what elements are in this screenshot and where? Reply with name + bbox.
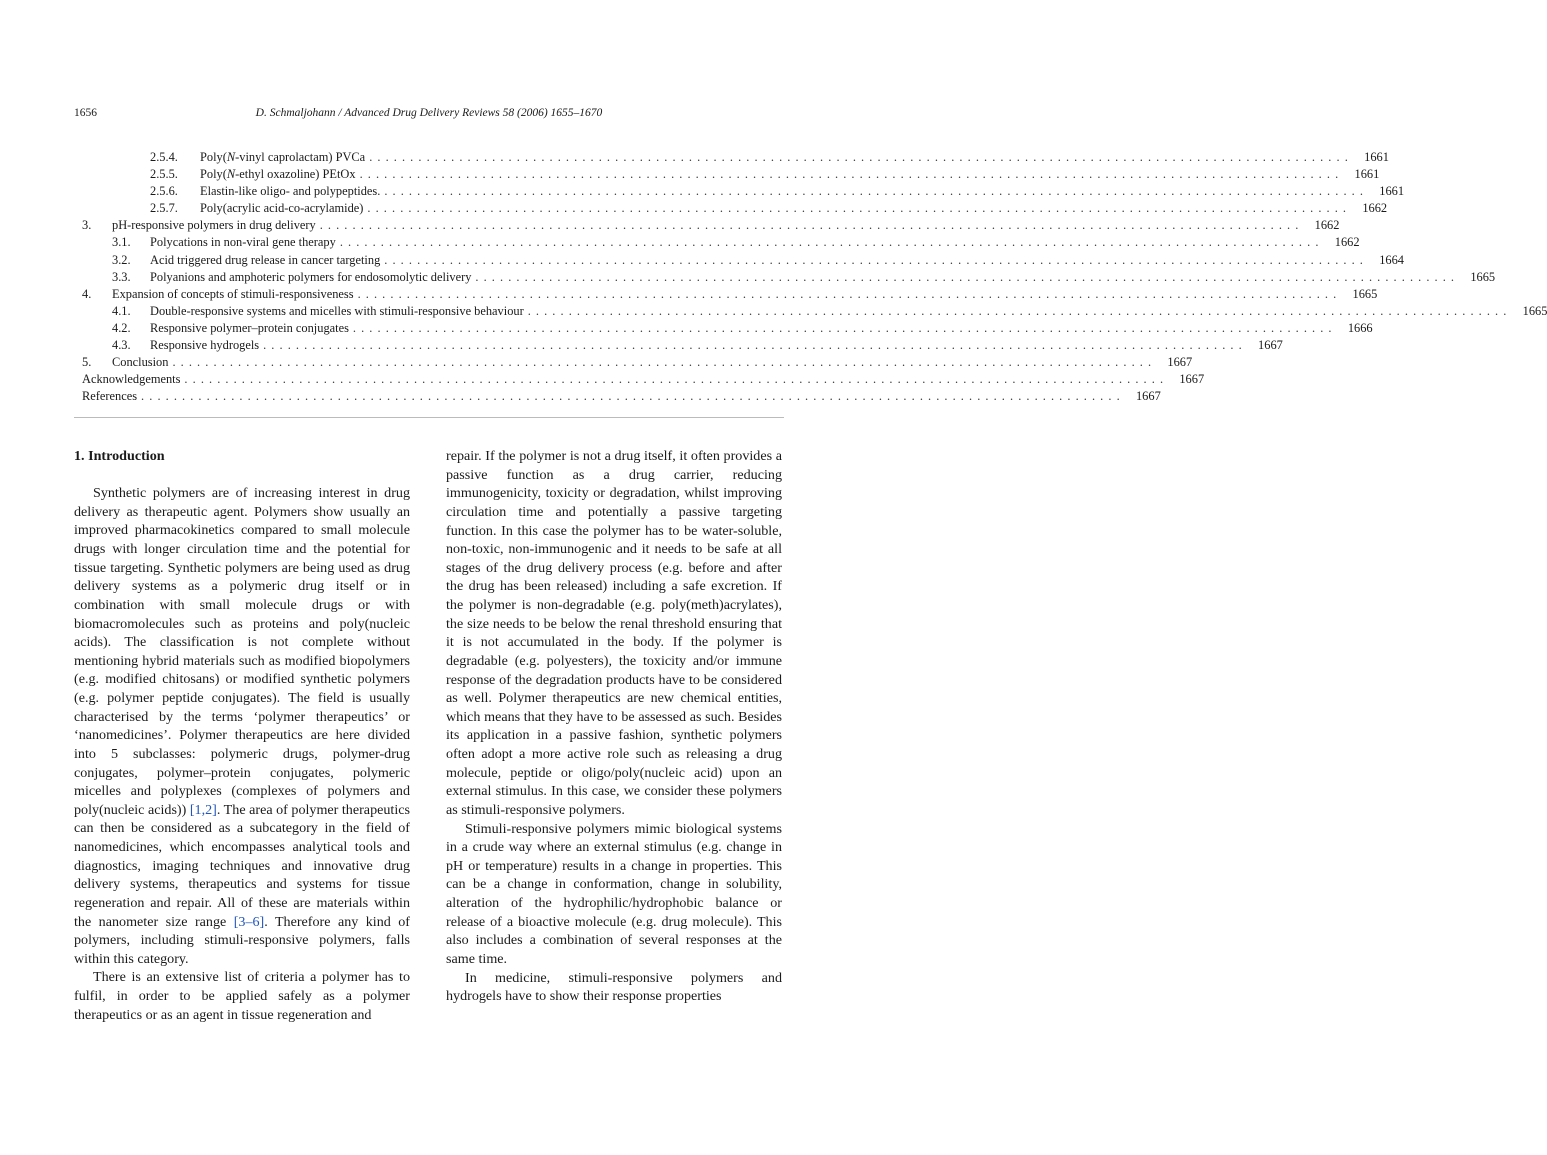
toc-entry[interactable] <box>82 371 1205 388</box>
paragraph: repair. If the polymer is not a drug itself, it often provides a passive function as a drug carrier, reducing immunogenicity, toxicity or degradation, whilst improving circulation time and potentially a passive targeting function. In this case the polymer has to be water-soluble, non-toxic, non-immunogenic and it needs to be safe at all stages of the drug delivery process (e.g. before and after the drug has been released) including a safe excretion. If the polymer is non-degradable (e.g. poly(meth)acrylates), the size needs to be below the renal threshold ensuring that it is not accumulated in the body. If the polymer is degradable (e.g. polyesters), the toxicity and/or immune response of the degradation products have to be considered as well. Polymer therapeutics are new chemical entities, which means that they have to be assessed as such. Besides its application in a passive fashion, synthetic polymers often adopt a more active role such as releasing a drug molecule, peptide or oligo/poly(nucleic acid) upon an external stimulus. In this case, we consider these polymers as stimuli-responsive polymers. <box>446 448 782 818</box>
toc-entry-page: 1667 <box>1135 389 1161 404</box>
toc-entry-page: 1664 <box>1379 252 1404 267</box>
dot-leader: ........................................................................................................................ <box>263 338 1247 353</box>
citation-link[interactable]: [3–6] <box>233 913 265 930</box>
dot-leader: ........................................................................................................................ <box>184 372 1169 387</box>
toc-entry[interactable]: 2.5.5. Poly(N-ethyl oxazoline) PEtOx ........................................................................................................................ 1661 <box>82 166 782 183</box>
toc-entry-page: 1662 <box>1362 201 1388 216</box>
toc-entry-page: 1665 <box>1470 269 1496 284</box>
toc-entry[interactable]: 4.1. Double-responsive systems and micelles with stimuli-responsive behaviour ........................................................................................................................ 1665 <box>82 303 782 320</box>
page-number: 1656 <box>74 107 97 119</box>
toc-entry[interactable]: 2.5.6. Elastin-like oligo- and polypeptides. ........................................................................................................................ 1661 <box>82 183 782 200</box>
toc-entry-page: 1667 <box>1179 372 1205 387</box>
dot-leader: ........................................................................................................................ <box>369 150 1353 164</box>
citation-link[interactable]: [1,2] <box>189 801 217 818</box>
dot-leader: ........................................................................................................................ <box>527 303 1512 318</box>
toc-entry-page: 1661 <box>1364 150 1389 164</box>
toc-entry-title: Polycations in non-viral gene therapy <box>150 235 336 250</box>
paragraph: Synthetic polymers are of increasing interest in drug delivery as therapeutic agent. Polymers show usually an improved pharmacokinetics compared to small molecule drugs with longer circulation time and the potential for tissue targeting. Synthetic polymers are being used as drug delivery systems as a polymeric drug itself or in combination with small molecule drugs or with biomacromolecules such as proteins and poly(nucleic acids). The classification is not complete without mentioning hybrid materials such as modified biopolymers (e.g. modified chitosans) or modified synthetic polymers (e.g. polymer peptide conjugates). The field is usually characterised by the terms ‘polymer therapeutics’ or ‘nanomedicines’. Polymer therapeutics are here divided into 5 subclasses: polymeric drugs, polymer-drug conjugates, polymer–protein conjugates, polymeric micelles and polyplexes (complexes of polymers and poly(nucleic acids)) [1,2]. The area of polymer therapeutics can then be considered as a subcategory in the field of nanomedicines, which encompasses analytical tools and diagnostics, imaging techniques and innovative drug delivery systems, therapeutics and systems for tissue regeneration and repair. All of these are materials within the nanometer size range [3–6]. Therefore any kind of polymers, including stimuli-responsive polymers, falls within this category. <box>74 485 410 967</box>
paragraph: There is an extensive list of criteria a polymer has to fulfil, in order to be applied safely as a polymer therapeutics or as an agent in tissue regeneration and <box>74 969 410 1023</box>
running-title: D. Schmaljohann / Advanced Drug Delivery Reviews 58 (2006) 1655–1670 <box>255 107 603 119</box>
toc-entry[interactable]: 4.3. Responsive hydrogels ........................................................................................................................ 1667 <box>82 337 782 354</box>
toc-entry[interactable]: 5. Conclusion ........................................................................................................................ 1667 <box>82 354 782 371</box>
toc-entry-title: References <box>82 389 138 404</box>
toc-entry[interactable]: 4. Expansion of concepts of stimuli-responsiveness ........................................................................................................................ 1665 <box>82 286 782 303</box>
toc-entry[interactable]: 3. pH-responsive polymers in drug delivery ........................................................................................................................ 1662 <box>82 217 782 234</box>
dot-leader: ........................................................................................................................ <box>352 320 1337 335</box>
toc-entry-page: 1662 <box>1314 218 1340 233</box>
toc-entry-title: Elastin-like oligo- and polypeptides. <box>200 184 381 199</box>
toc-entry-page: 1667 <box>1258 338 1283 353</box>
dot-leader: ........................................................................................................................ <box>319 218 1304 233</box>
paragraph: Stimuli-responsive polymers mimic biological systems in a crude way where an external stimulus (e.g. change in pH or temperature) results in a change in properties. This can be a change in conformation, change in solubility, alteration of the hydrophilic/hydrophobic balance or release of a bioactive molecule (e.g. drug molecule). This also includes a combination of several responses at the same time. <box>446 820 782 967</box>
toc-entry-title: Conclusion <box>112 355 169 370</box>
toc-entry-title: Poly(acrylic acid-co-acrylamide) <box>200 201 364 216</box>
toc-entry-title: Polyanions and amphoteric polymers for endosomolytic delivery <box>150 269 472 284</box>
toc-entry-page: 1662 <box>1334 235 1360 250</box>
toc-entry[interactable] <box>82 388 1161 405</box>
toc-entry[interactable]: 2.5.7. Poly(acrylic acid-co-acrylamide) ........................................................................................................................ 1662 <box>82 200 782 217</box>
dot-leader: ........................................................................................................................ <box>367 201 1352 216</box>
right-column <box>446 447 782 1006</box>
toc-entry-title: Expansion of concepts of stimuli-responsiveness <box>112 286 354 301</box>
toc-entry-page: 1666 <box>1347 320 1373 335</box>
toc-entry[interactable]: 2.5.4. Poly(N-vinyl caprolactam) PVCa ........................................................................................................................ 1661 <box>82 149 782 166</box>
toc-entry-title: Acid triggered drug release in cancer targeting <box>150 252 381 267</box>
dot-leader: ........................................................................................................................ <box>384 252 1368 267</box>
running-header <box>74 107 784 123</box>
toc-entry[interactable]: 3.1. Polycations in non-viral gene therapy ........................................................................................................................ 1662 <box>82 234 782 251</box>
dot-leader: ........................................................................................................................ <box>359 167 1344 182</box>
toc-entry-title: Poly(N-vinyl caprolactam) PVCa <box>200 150 366 164</box>
toc-entry-page: 1661 <box>1379 184 1405 199</box>
toc-entry[interactable]: 4.2. Responsive polymer–protein conjugates ........................................................................................................................ 1666 <box>82 320 782 337</box>
toc-entry-title: pH-responsive polymers in drug delivery <box>112 218 316 233</box>
toc-entry-title: Poly(N-ethyl oxazoline) PEtOx <box>200 167 356 182</box>
dot-leader: ........................................................................................................................ <box>357 286 1342 301</box>
toc-entry-title: Double-responsive systems and micelles with stimuli-responsive behaviour <box>150 303 524 318</box>
dot-leader: ........................................................................................................................ <box>339 235 1324 250</box>
toc-entry-title: Responsive polymer–protein conjugates <box>150 320 349 335</box>
toc-entry[interactable]: 3.2. Acid triggered drug release in cancer targeting ........................................................................................................................ 1664 <box>82 252 782 269</box>
toc-entry-page: 1665 <box>1352 286 1378 301</box>
dot-leader: ........................................................................................................................ <box>172 355 1157 370</box>
left-column <box>74 447 410 1024</box>
table-of-contents <box>82 149 1547 405</box>
dot-leader: ........................................................................................................................ <box>384 184 1369 199</box>
toc-entry-title: Responsive hydrogels <box>150 338 260 353</box>
toc-entry[interactable]: 3.3. Polyanions and amphoteric polymers for endosomolytic delivery ........................................................................................................................ 1665 <box>82 269 782 286</box>
toc-entry-page: 1661 <box>1354 167 1380 182</box>
paragraph: In medicine, stimuli-responsive polymers and hydrogels have to show their response properties <box>446 969 782 1005</box>
section-heading: 1. Introduction <box>74 448 165 464</box>
dot-leader: ........................................................................................................................ <box>475 269 1460 284</box>
toc-entry-title: Acknowledgements <box>82 372 181 387</box>
divider <box>74 417 784 418</box>
toc-entry-page: 1665 <box>1522 303 1547 318</box>
dot-leader: ........................................................................................................................ <box>141 389 1125 404</box>
toc-entry-page: 1667 <box>1167 355 1193 370</box>
